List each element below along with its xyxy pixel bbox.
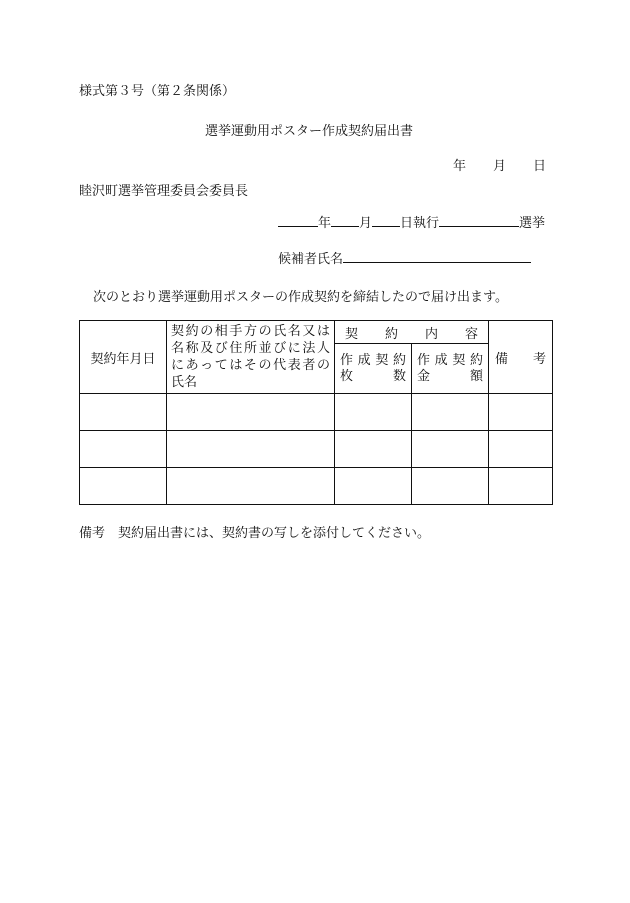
table-row <box>80 394 553 431</box>
header-contract-party: 契約の相手方の氏名又は 名称及び住所並びに法人 にあってはその代表者の 氏名 <box>167 321 335 394</box>
statement: 次のとおり選挙運動用ポスターの作成契約を締結したので届け出ます。 <box>93 290 508 305</box>
cell-amount[interactable] <box>412 468 489 505</box>
election-label: 選挙 <box>519 216 546 231</box>
cell-party[interactable] <box>167 431 335 468</box>
contract-table <box>79 320 553 505</box>
election-name-blank <box>439 212 519 227</box>
header-contract-amount: 作 成 契 約 金 額 <box>412 344 489 394</box>
header-contract-count: 作 成 契 約 枚 数 <box>335 344 412 394</box>
candidate-label: 候補者氏名 <box>278 252 344 267</box>
cell-amount[interactable] <box>412 394 489 431</box>
addressee: 睦沢町選挙管理委員会委員長 <box>79 184 249 199</box>
form-number: 様式第３号（第２条関係） <box>79 84 236 99</box>
election-month-blank <box>331 212 359 227</box>
cell-count[interactable] <box>335 468 412 505</box>
cell-date[interactable] <box>80 468 167 505</box>
table-row <box>80 431 553 468</box>
cell-amount[interactable] <box>412 431 489 468</box>
election-year-label: 年 <box>318 216 332 231</box>
cell-date[interactable] <box>80 394 167 431</box>
election-month-label: 月 <box>359 216 373 231</box>
header-contract-date: 契約年月日 <box>80 321 167 394</box>
date-day-label: 日 <box>533 159 547 174</box>
date-month-label: 月 <box>493 159 507 174</box>
election-day-blank <box>372 212 400 227</box>
header-contract-content: 契 約 内 容 <box>335 321 489 344</box>
election-year-blank <box>278 212 318 227</box>
election-line <box>278 212 545 231</box>
date-year-label: 年 <box>453 159 467 174</box>
document-title: 選挙運動用ポスター作成契約届出書 <box>205 124 414 139</box>
date-line <box>453 155 546 174</box>
note: 備考 契約届出書には、契約書の写しを添付してください。 <box>79 526 431 541</box>
table-row <box>80 468 553 505</box>
candidate-name-blank <box>343 248 531 263</box>
election-day-exec-label: 日執行 <box>400 216 440 231</box>
cell-date[interactable] <box>80 431 167 468</box>
cell-remarks[interactable] <box>489 394 553 431</box>
header-remarks: 備 考 <box>489 321 553 394</box>
cell-count[interactable] <box>335 431 412 468</box>
cell-party[interactable] <box>167 468 335 505</box>
cell-remarks[interactable] <box>489 431 553 468</box>
cell-remarks[interactable] <box>489 468 553 505</box>
cell-party[interactable] <box>167 394 335 431</box>
candidate-line <box>278 248 531 267</box>
cell-count[interactable] <box>335 394 412 431</box>
